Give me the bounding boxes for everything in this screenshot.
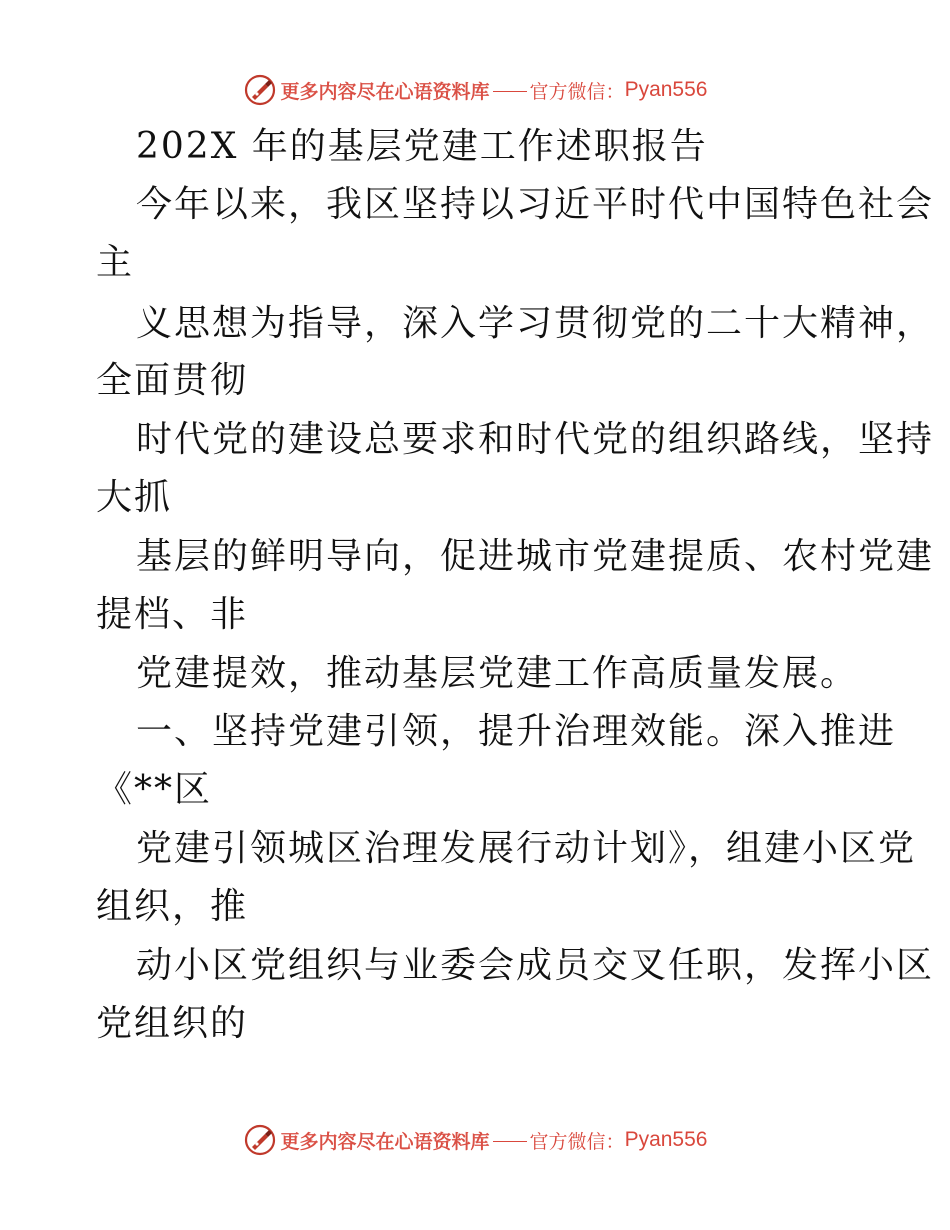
watermark-text: 更多内容尽在心语资料库	[280, 80, 490, 103]
document-title: 202X 年的基层党建工作述职报告	[136, 126, 708, 167]
text-line: 动小区党组织与业委会成员交叉任职，发挥小区	[136, 945, 935, 986]
text-line: 党建引领城区治理发展行动计划》，组建小区党	[136, 828, 917, 869]
text-line: 时代党的建设总要求和时代党的组织路线，坚持	[136, 419, 935, 460]
text-line: 一、坚持党建引领，提升治理效能。深入推进	[136, 711, 897, 752]
watermark-wechat-label: 官方微信：	[529, 1130, 625, 1153]
text-line: 大抓	[96, 477, 173, 518]
text-line: 义思想为指导，深入学习贯彻党的二十大精神，	[136, 303, 935, 344]
pen-nib-logo-icon	[243, 1123, 277, 1157]
watermark-wechat-label: 官方微信：	[529, 80, 625, 103]
text-line: 主	[96, 242, 135, 283]
watermark-separator	[493, 1141, 527, 1142]
watermark-text-group	[281, 1127, 708, 1154]
text-line: 党组织的	[96, 1003, 249, 1044]
pen-nib-logo-icon	[243, 73, 277, 107]
text-line: 基层的鲜明导向，促进城市党建提质、农村党建	[136, 536, 935, 577]
text-line: 提档、非	[96, 594, 249, 635]
watermark-wechat-id: Pyan556	[624, 78, 708, 101]
top-watermark	[0, 68, 950, 112]
watermark-text-group	[281, 77, 708, 104]
text-line: 《**区	[96, 769, 213, 810]
text-line: 组织，推	[96, 886, 249, 927]
text-line: 党建提效，推动基层党建工作高质量发展。	[136, 653, 859, 694]
bottom-watermark	[0, 1118, 950, 1162]
text-line: 今年以来，我区坚持以习近平时代中国特色社会	[136, 184, 935, 225]
watermark-separator	[493, 91, 527, 92]
watermark-wechat-id: Pyan556	[624, 1128, 708, 1151]
text-line: 全面贯彻	[96, 360, 249, 401]
watermark-text: 更多内容尽在心语资料库	[280, 1130, 490, 1153]
